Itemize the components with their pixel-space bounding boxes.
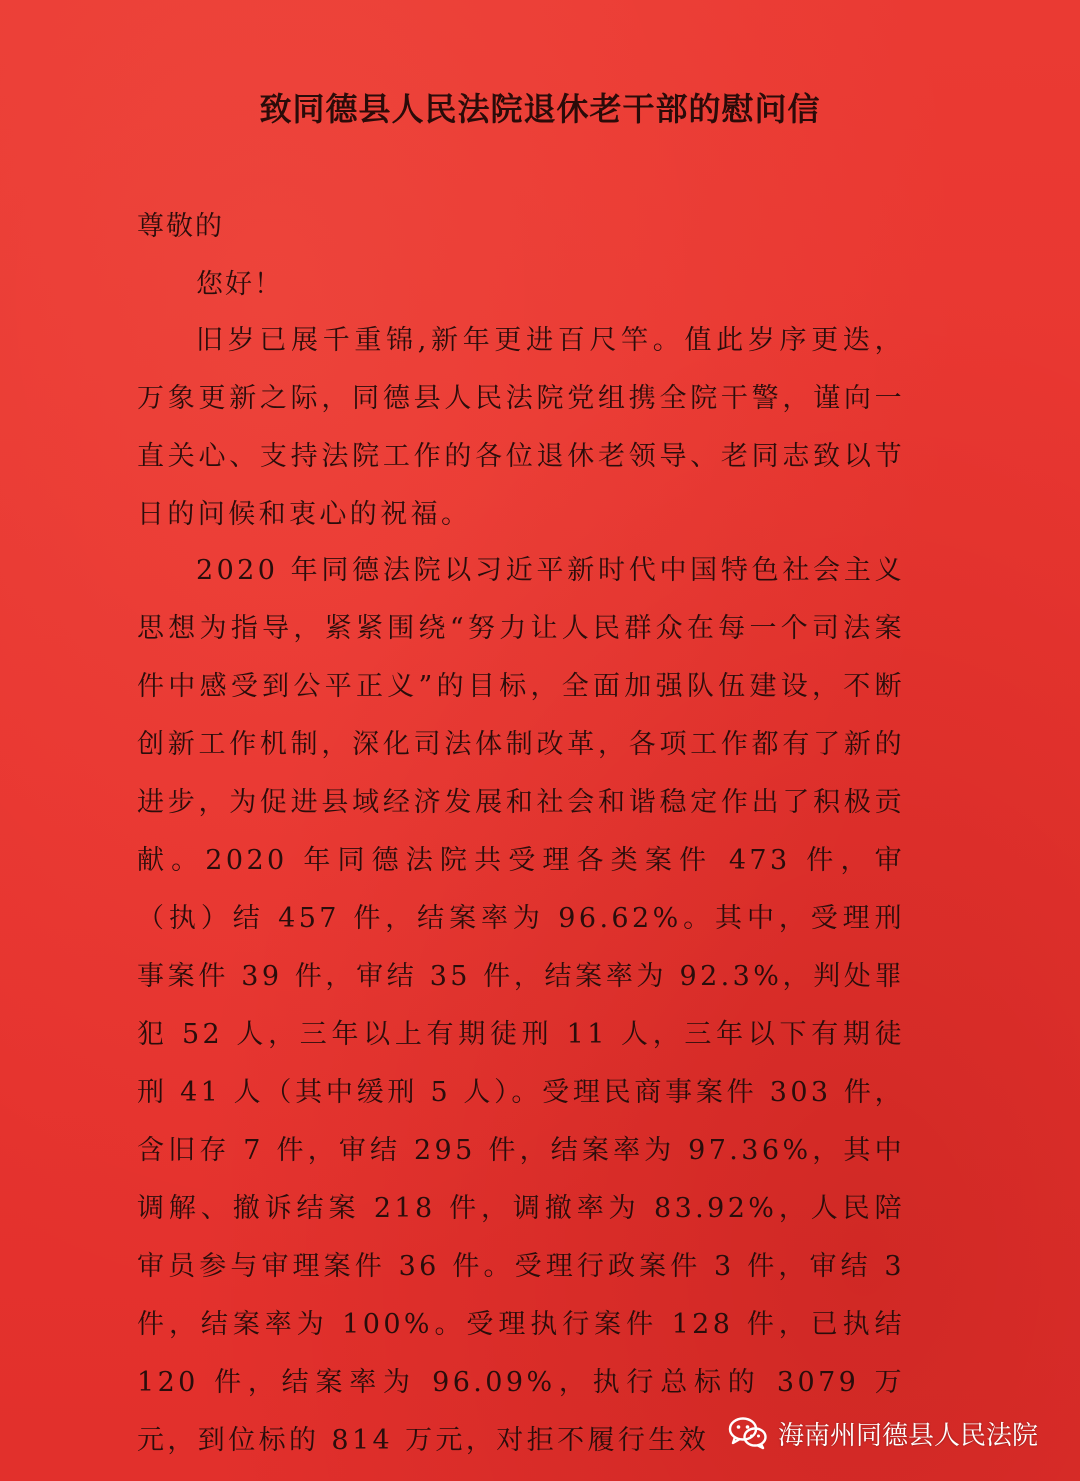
account-watermark <box>728 1408 1038 1458</box>
wechat-icon <box>728 1416 768 1450</box>
watermark-text: 海南州同德县人民法院 <box>778 1420 1039 1451</box>
letter-title: 致同德县人民法院退休老干部的慰问信 <box>259 90 821 128</box>
greeting: 您好！ <box>196 269 283 300</box>
salutation: 尊敬的 <box>137 211 224 242</box>
paragraph-work-report: 2020 年同德法院以习近平新时代中国特色社会主义思想为指导，紧紧围绕“努力让人民群众在每一个司法案件中感受到公平正义”的目标，全面加强队伍建设，不断创新工作机制，深化司法体制改革，各项工作都有了新的进步，为促进县域经济发展和社会和谐稳定作出了积极贡献。2020 年同德法院共受理各类案件 473 件，审（执）结 457 件，结案率为 96.62%。其中，受理刑事案件 39 件，审结 35 件，结案率为 92.3%，判处罪犯 52 人，三年以上有期徒刑 11 人，三年以下有期徒刑 41 人（其中缓刑 5 人）。受理民商事案件 303 件，含旧存 7 件，审结 295 件，结案率为 97.36%，其中调解、撤诉结案 218 件，调撤率为 83.92%，人民陪审员参与审理案件 36 件。受理行政案件 3 件，审结 3 件，结案率为 100%。受理执行案件 128 件，已执结 120 件，结案率为 96.09%，执行总标的 3079 万元，到位标的 814 万元，对拒不履行生效 <box>137 555 905 1456</box>
paragraph-new-year-wishes: 旧岁已展千重锦,新年更进百尺竿。值此岁序更迭，万象更新之际，同德县人民法院党组携全院干警，谨向一直关心、支持法院工作的各位退休老领导、老同志致以节日的问候和衷心的祝福。 <box>137 325 905 530</box>
